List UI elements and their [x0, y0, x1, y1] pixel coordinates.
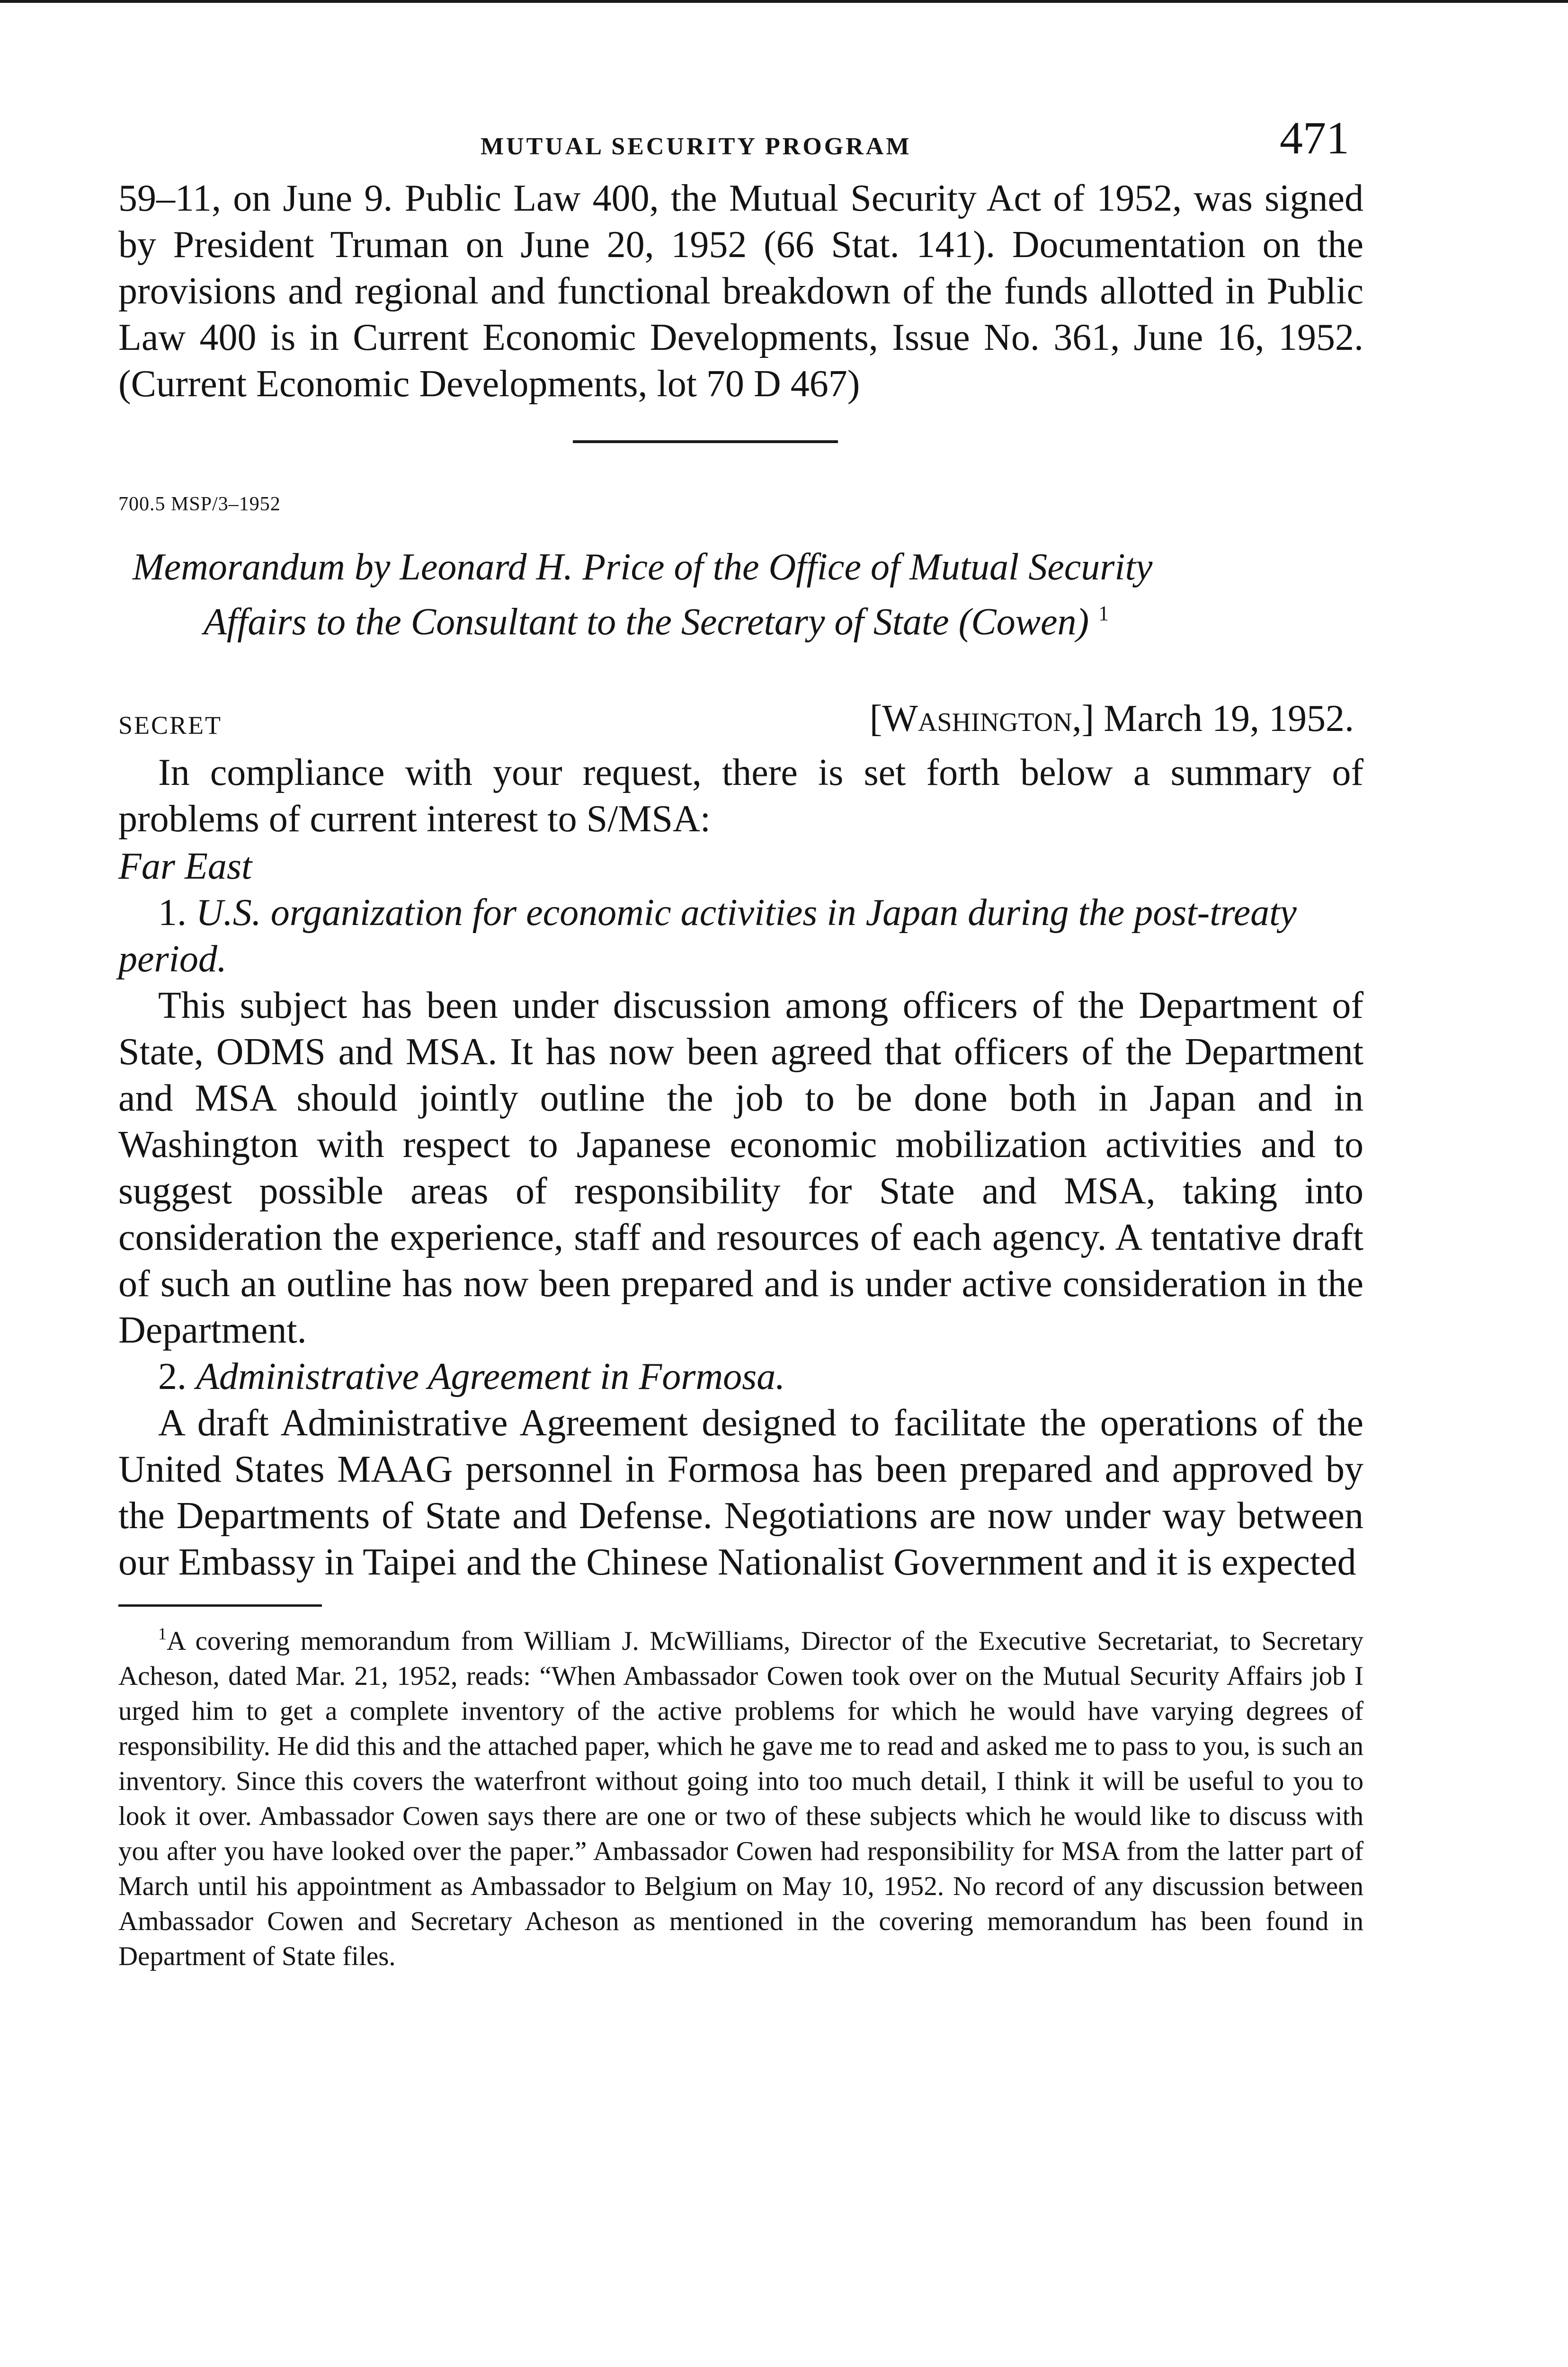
footnote-mark: 1 — [158, 1624, 167, 1643]
document-title — [118, 544, 1363, 645]
running-header — [118, 109, 1363, 175]
footnote-1 — [118, 1616, 1363, 1974]
footnote-rule — [118, 1604, 322, 1607]
item-2-heading-text: Administrative Agreement in Formosa. — [196, 1356, 785, 1397]
item-2-heading — [118, 1353, 1363, 1400]
top-edge-rule — [0, 0, 1568, 3]
intro-paragraph: In compliance with your request, there is set forth below a summary of problems of current interest to S/MSA: — [118, 752, 1363, 840]
item-1-paragraph: This subject has been under discussion among officers of the Department of State, ODMS and MSA. It has now been agreed that officers of the Department and MSA should jointly outline the job to be done both in Japan and in Washington with respect to Japanese economic mobilization activities and to suggest possible areas of responsibility for State and MSA, taking into consideration the experience, staff and resources of each agency. A tentative draft of such an outline has now been prepared and is under active consideration in the Department. — [118, 985, 1363, 1351]
item-2-paragraph: A draft Administrative Agreement designed to facilitate the operations of the United States MAAG personnel in Formosa has been prepared and approved by the Departments of State and Defense. Negotiations are now under way between our Embassy in Taipei and the Chinese Nationalist Government and it is expected — [118, 1402, 1363, 1583]
item-1-heading-text: U.S. organization for economic activities in Japan during the post-treaty period. — [118, 892, 1297, 980]
document-title-line-2-text: Affairs to the Consultant to the Secretary of State (Cowen) — [204, 601, 1089, 643]
document-title-line-2 — [133, 590, 1363, 645]
item-1-number: 1. — [158, 892, 187, 934]
item-1-heading — [118, 890, 1363, 982]
dateline — [118, 697, 1363, 749]
classification-label: SECRET — [118, 711, 223, 739]
document-page — [118, 109, 1363, 1974]
item-2-number: 2. — [158, 1356, 187, 1397]
running-title: MUTUAL SECURITY PROGRAM — [481, 133, 912, 160]
section-separator-rule — [573, 440, 838, 443]
continuation-paragraph: 59–11, on June 9. Public Law 400, the Mutual Security Act of 1952, was signed by President Truman on June 20, 1952 (66 Stat. 141). Documentation on the provisions and regional and functional breakdown of the funds allotted in Public Law 400 is in Current Economic Developments, Issue No. 361, June 16, 1952. (Current Economic Developments, lot 70 D 467) — [118, 178, 1363, 405]
page-number: 471 — [1280, 113, 1349, 164]
dateline-text — [870, 697, 1354, 740]
footnote-text: A covering memorandum from William J. McWilliams, Director of the Executive Secretariat, to Secretary Acheson, dated Mar. 21, 1952, reads: “When Ambassador Cowen took over on the Mutual Security Affairs job I urged him to get a complete inventory of the active problems for which he would have varying degrees of responsibility. He did this and the attached paper, which he gave me to read and asked me to pass to you, is such an inventory. Since this covers the waterfront without going into too much detail, I think it will be useful to you to look it over. Ambassador Cowen says there are one or two of these subjects which he would like to discuss with you after you have looked over the paper.” Ambassador Cowen had responsibility for MSA from the latter part of March until his appointment as Ambassador to Belgium on May 10, 1952. No record of any discussion between Ambassador Cowen and Secretary Acheson as mentioned in the covering memorandum has been found in Department of State files. — [118, 1626, 1363, 1971]
dateline-place: [Washington,] — [869, 698, 1095, 739]
file-reference: 700.5 MSP/3–1952 — [118, 493, 281, 515]
section-heading-far-east: Far East — [118, 845, 252, 887]
dateline-date: March 19, 1952. — [1104, 698, 1354, 739]
document-title-line-1: Memorandum by Leonard H. Price of the Office of Mutual Security — [133, 546, 1153, 588]
title-footnote-mark: 1 — [1098, 602, 1109, 625]
